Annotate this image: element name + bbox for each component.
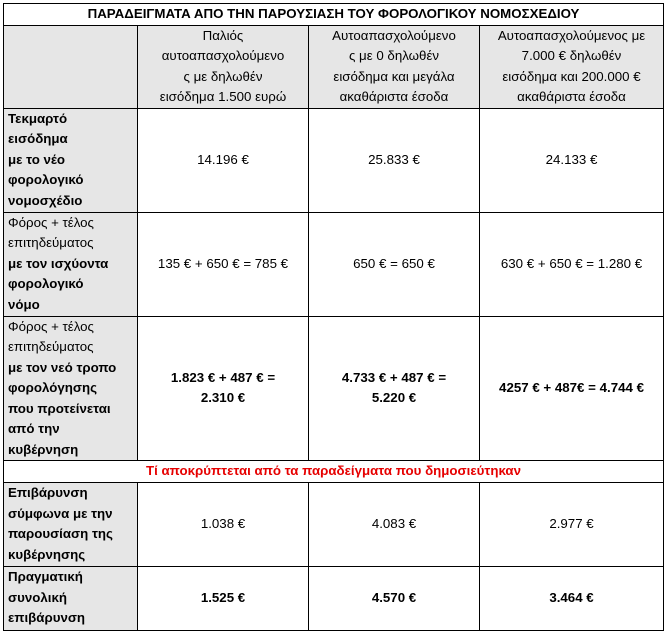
column-header-line: ς με δηλωθέν <box>183 68 263 84</box>
row-header-new-tax <box>4 316 138 461</box>
row-header-line: επιτηδεύματος <box>8 339 94 354</box>
row-header-line: με τον ισχύοντα <box>8 255 109 271</box>
column-header-old-self-employed <box>138 25 309 108</box>
section-row <box>4 461 664 483</box>
row-header-gov-burden <box>4 482 138 566</box>
row-header-line: κυβέρνηση <box>8 441 79 457</box>
row-header-line: νομοσχέδιο <box>8 192 83 208</box>
row-header-line: από την <box>8 421 60 436</box>
row-header-line: κυβέρνησης <box>8 546 86 562</box>
table-row <box>4 212 664 316</box>
row-header-line: επιτηδεύματος <box>8 235 94 251</box>
table-cell: 135 € + 650 € = 785 € <box>138 212 309 316</box>
table-cell: 650 € = 650 € <box>309 212 480 316</box>
cell-line: 5.220 € <box>371 390 417 406</box>
table-cell: 1.525 € <box>138 566 309 630</box>
row-header-line: φορολογικό <box>8 172 84 188</box>
tax-comparison-table <box>3 3 664 631</box>
table-cell: 25.833 € <box>309 108 480 212</box>
row-header-line: που προτείνεται <box>8 400 111 416</box>
column-header-zero-income <box>309 25 480 108</box>
table-cell: 4257 € + 487€ = 4.744 € <box>480 316 664 461</box>
row-header-line: επιβάρυνση <box>8 610 86 626</box>
title-row <box>4 4 664 26</box>
table-cell: 14.196 € <box>138 108 309 212</box>
table-cell: 24.133 € <box>480 108 664 212</box>
column-header-line: Αυτοαπασχολούμενο <box>332 27 456 43</box>
row-header-line: με το νέο <box>8 151 66 167</box>
column-header-line: ς με 0 δηλωθέν <box>348 48 440 63</box>
row-header-line: παρουσίαση της <box>8 526 113 541</box>
table-cell: 2.977 € <box>480 482 664 566</box>
table-cell: 1.038 € <box>138 482 309 566</box>
cell-line: 4.733 € + 487 € = <box>341 369 447 385</box>
table-title: ΠΑΡΑΔΕΙΓΜΑΤΑ ΑΠΟ ΤΗΝ ΠΑΡΟΥΣΙΑΣΗ ΤΟΥ ΦΟΡΟΛΟΓΙΚΟΥ ΝΟΜΟΣΧΕΔΙΟΥ <box>4 4 664 26</box>
table-cell: 3.464 € <box>480 566 664 630</box>
column-header-line: Παλιός <box>202 27 244 43</box>
column-header-line: εισόδημα και μεγάλα <box>333 68 455 84</box>
column-header-line: 7.000 € δηλωθέν <box>521 48 622 63</box>
table-cell: 630 € + 650 € = 1.280 € <box>480 212 664 316</box>
table-row <box>4 108 664 212</box>
table-row <box>4 316 664 461</box>
cell-line: 2.310 € <box>200 390 246 406</box>
column-header-7000-income <box>480 25 664 108</box>
column-header-line: Αυτοαπασχολούμενος με <box>497 27 646 43</box>
table-cell <box>138 316 309 461</box>
row-header-line: φορολογικό <box>8 276 84 292</box>
column-header-line: ακαθάριστα έσοδα <box>517 89 626 104</box>
row-header-line: Τεκμαρτό <box>8 110 68 126</box>
row-header-line: σύμφωνα με την <box>8 505 113 521</box>
section-heading: Τί αποκρύπτεται από τα παραδείγματα που δημοσιεύτηκαν <box>4 461 664 483</box>
table-row <box>4 566 664 630</box>
row-header-line: Φόρος + τέλος <box>8 214 94 230</box>
row-header-line: με τον νεό τροπο <box>8 359 117 375</box>
column-header-row <box>4 25 664 108</box>
row-header-line: συνολική <box>8 589 67 605</box>
row-header-line: Πραγματική <box>8 569 83 585</box>
row-header-line: φορολόγησης <box>8 380 97 395</box>
table-cell: 4.570 € <box>309 566 480 630</box>
column-header-line: εισόδημα 1.500 ευρώ <box>159 89 287 104</box>
column-header-line: εισόδημα και 200.000 € <box>502 68 641 84</box>
corner-cell <box>4 25 138 108</box>
row-header-line: Επιβάρυνση <box>8 485 88 500</box>
table-cell: 4.083 € <box>309 482 480 566</box>
cell-line: 1.823 € + 487 € = <box>170 369 276 385</box>
row-header-line: εισόδημα <box>8 131 68 147</box>
row-header-line: Φόρος + τέλος <box>8 318 94 334</box>
column-header-line: αυτοαπασχολούμενο <box>161 48 285 63</box>
row-header-real-burden <box>4 566 138 630</box>
table-cell <box>309 316 480 461</box>
table-row <box>4 482 664 566</box>
row-header-line: νόμο <box>8 296 40 312</box>
row-header-current-tax <box>4 212 138 316</box>
column-header-line: ακαθάριστα έσοδα <box>339 89 449 104</box>
row-header-presumed-income <box>4 108 138 212</box>
